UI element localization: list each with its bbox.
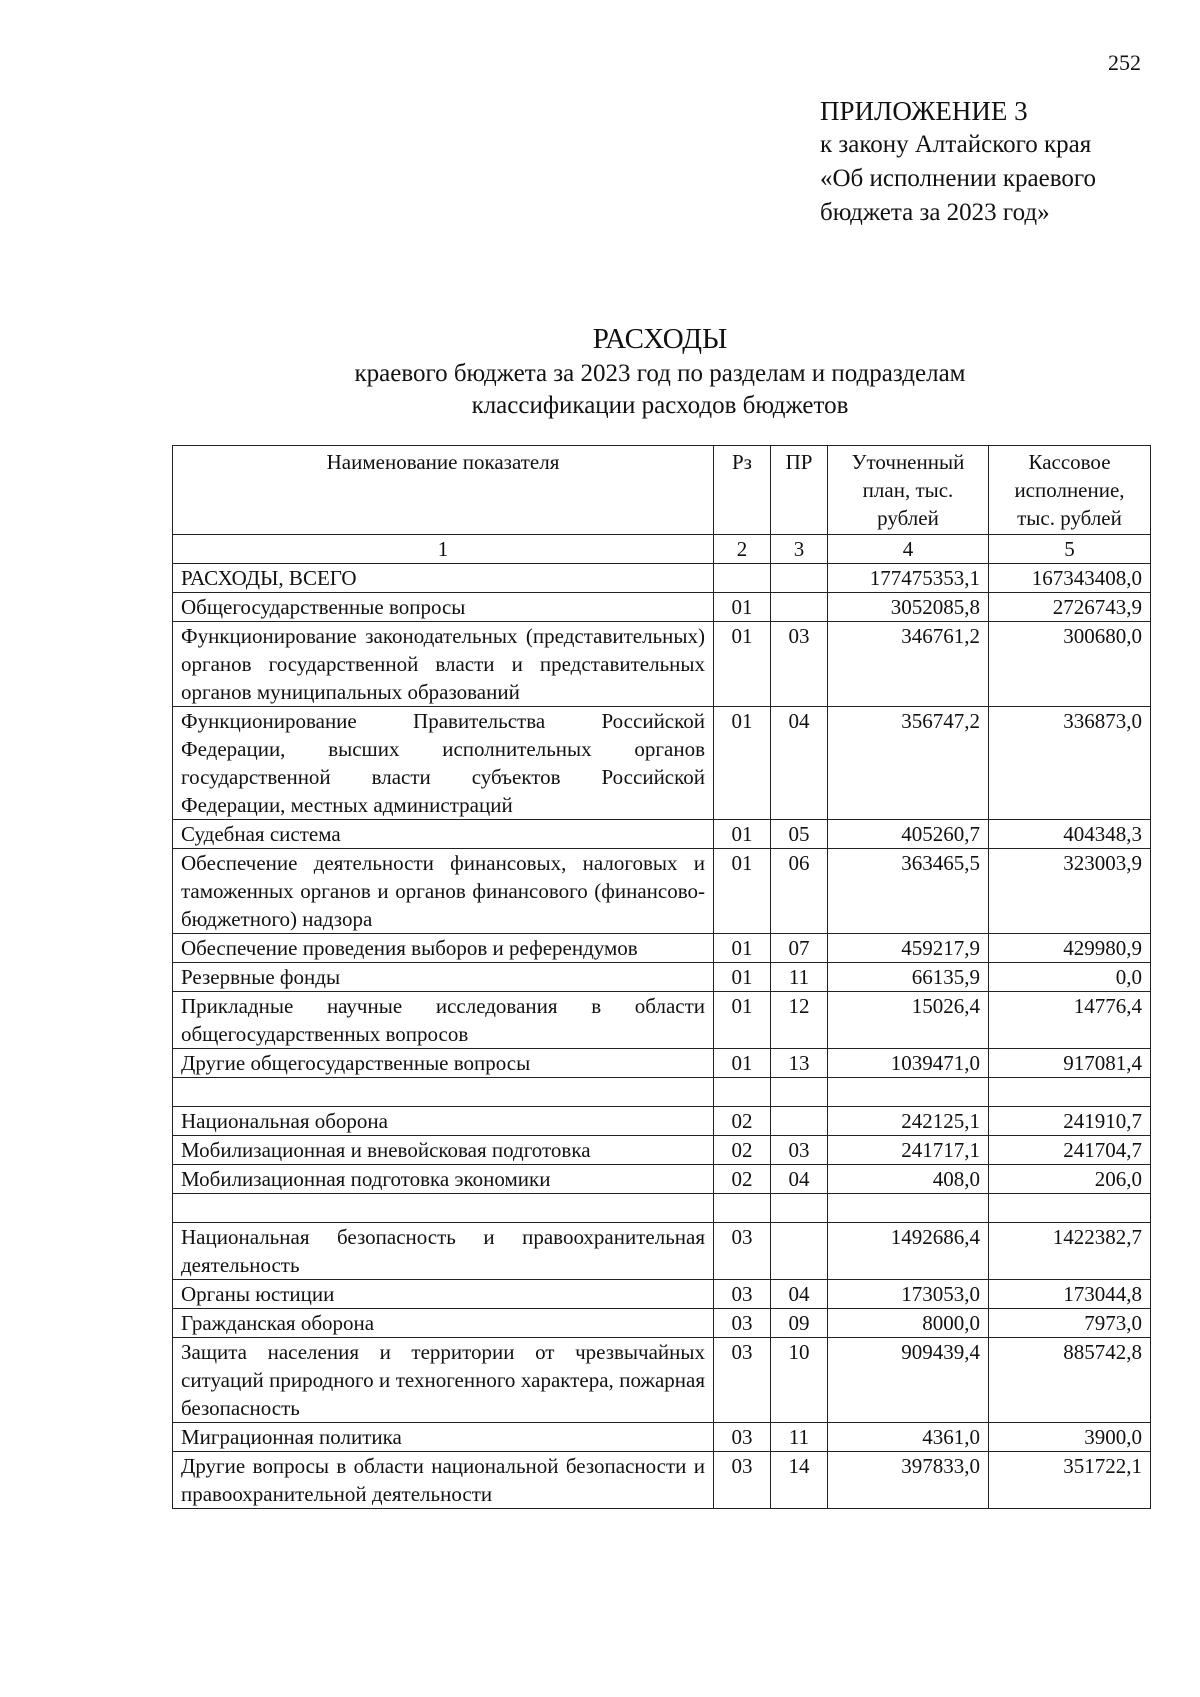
document-title: РАСХОДЫ (592, 323, 728, 355)
cell-plan: 177475353,1 (828, 564, 989, 593)
cell-rz: 01 (714, 622, 771, 707)
cell-plan: 66135,9 (828, 963, 989, 992)
cell-pr: 04 (771, 1280, 828, 1309)
column-index: 2 (714, 535, 771, 564)
cell-rz: 03 (714, 1452, 771, 1509)
table-row (173, 1078, 1151, 1107)
cell-plan (828, 1078, 989, 1107)
cell-exec: 323003,9 (989, 849, 1151, 934)
cell-plan: 242125,1 (828, 1107, 989, 1136)
appendix-line: бюджета за 2023 год» (820, 199, 1050, 226)
cell-name: Общегосударственные вопросы (173, 593, 714, 622)
cell-name: РАСХОДЫ, ВСЕГО (173, 564, 714, 593)
cell-plan: 405260,7 (828, 820, 989, 849)
cell-plan: 3052085,8 (828, 593, 989, 622)
cell-exec: 0,0 (989, 963, 1151, 992)
cell-pr (771, 1194, 828, 1223)
table-row (173, 820, 1151, 849)
cell-pr (771, 1223, 828, 1280)
cell-rz: 01 (714, 707, 771, 820)
column-index: 5 (989, 535, 1151, 564)
table-body (173, 564, 1151, 1509)
header-plan: Уточненный план, тыс. рублей (828, 446, 989, 535)
cell-rz: 01 (714, 992, 771, 1049)
table-row (173, 564, 1151, 593)
column-index-row (173, 535, 1151, 564)
cell-plan: 356747,2 (828, 707, 989, 820)
cell-exec: 336873,0 (989, 707, 1151, 820)
cell-name: Мобилизационная подготовка экономики (173, 1165, 714, 1194)
cell-exec: 167343408,0 (989, 564, 1151, 593)
header-exec: Кассовое исполнение, тыс. рублей (989, 446, 1151, 535)
document-subtitle: классификации расходов бюджетов (471, 392, 849, 419)
table-row (173, 992, 1151, 1049)
cell-name: Другие общегосударственные вопросы (173, 1049, 714, 1078)
cell-name: Функционирование Правительства Российской Федерации, высших исполнительных органов государственной власти субъектов Российской Федерации, местных администраций (173, 707, 714, 820)
table-row (173, 1107, 1151, 1136)
table-row (173, 1423, 1151, 1452)
table-row (173, 849, 1151, 934)
cell-pr (771, 593, 828, 622)
cell-plan: 1492686,4 (828, 1223, 989, 1280)
cell-pr: 04 (771, 1165, 828, 1194)
cell-exec: 14776,4 (989, 992, 1151, 1049)
table-row (173, 1338, 1151, 1423)
cell-exec: 404348,3 (989, 820, 1151, 849)
cell-exec (989, 1078, 1151, 1107)
cell-pr: 12 (771, 992, 828, 1049)
cell-rz: 03 (714, 1280, 771, 1309)
table-row (173, 622, 1151, 707)
expenses-table (172, 445, 1151, 1509)
cell-pr: 07 (771, 934, 828, 963)
cell-exec: 241910,7 (989, 1107, 1151, 1136)
cell-pr (771, 1078, 828, 1107)
column-index: 1 (173, 535, 714, 564)
cell-name: Обеспечение деятельности финансовых, налоговых и таможенных органов и органов финансового (финансово-бюджетного) надзора (173, 849, 714, 934)
cell-exec: 300680,0 (989, 622, 1151, 707)
cell-rz (714, 1194, 771, 1223)
cell-pr: 14 (771, 1452, 828, 1509)
cell-rz: 02 (714, 1165, 771, 1194)
table-row (173, 1309, 1151, 1338)
cell-pr (771, 564, 828, 593)
cell-exec (989, 1194, 1151, 1223)
cell-rz: 03 (714, 1309, 771, 1338)
table-row (173, 1049, 1151, 1078)
cell-name (173, 1194, 714, 1223)
cell-name: Другие вопросы в области национальной безопасности и правоохранительной деятельности (173, 1452, 714, 1509)
cell-name: Функционирование законодательных (представительных) органов государственной власти и представительных органов муниципальных образований (173, 622, 714, 707)
cell-pr: 04 (771, 707, 828, 820)
cell-name: Миграционная политика (173, 1423, 714, 1452)
appendix-line: к закону Алтайского края (820, 131, 1092, 158)
cell-rz (714, 564, 771, 593)
cell-rz: 01 (714, 963, 771, 992)
cell-rz: 03 (714, 1223, 771, 1280)
cell-name: Защита населения и территории от чрезвычайных ситуаций природного и техногенного характера, пожарная безопасность (173, 1338, 714, 1423)
cell-exec: 351722,1 (989, 1452, 1151, 1509)
cell-name (173, 1078, 714, 1107)
cell-exec: 885742,8 (989, 1338, 1151, 1423)
table-row (173, 1136, 1151, 1165)
cell-name: Мобилизационная и вневойсковая подготовка (173, 1136, 714, 1165)
cell-rz: 01 (714, 934, 771, 963)
cell-name: Прикладные научные исследования в области общегосударственных вопросов (173, 992, 714, 1049)
table-row (173, 593, 1151, 622)
table-row (173, 1165, 1151, 1194)
cell-plan: 173053,0 (828, 1280, 989, 1309)
column-index: 3 (771, 535, 828, 564)
cell-plan: 363465,5 (828, 849, 989, 934)
table-row (173, 1223, 1151, 1280)
cell-plan: 1039471,0 (828, 1049, 989, 1078)
cell-exec: 241704,7 (989, 1136, 1151, 1165)
appendix-block (820, 94, 1096, 230)
cell-plan: 909439,4 (828, 1338, 989, 1423)
cell-plan: 408,0 (828, 1165, 989, 1194)
cell-exec: 206,0 (989, 1165, 1151, 1194)
cell-rz: 02 (714, 1136, 771, 1165)
cell-plan: 4361,0 (828, 1423, 989, 1452)
cell-pr: 03 (771, 1136, 828, 1165)
cell-plan: 459217,9 (828, 934, 989, 963)
header-rz: Рз (714, 446, 771, 535)
cell-rz: 03 (714, 1338, 771, 1423)
cell-name: Резервные фонды (173, 963, 714, 992)
cell-name: Гражданская оборона (173, 1309, 714, 1338)
cell-rz: 02 (714, 1107, 771, 1136)
page-number: 252 (1108, 50, 1141, 75)
header-name: Наименование показателя (173, 446, 714, 535)
cell-pr: 06 (771, 849, 828, 934)
cell-rz (714, 1078, 771, 1107)
cell-plan: 346761,2 (828, 622, 989, 707)
cell-plan: 15026,4 (828, 992, 989, 1049)
cell-name: Органы юстиции (173, 1280, 714, 1309)
cell-exec: 173044,8 (989, 1280, 1151, 1309)
cell-exec: 1422382,7 (989, 1223, 1151, 1280)
cell-rz: 01 (714, 849, 771, 934)
table-row (173, 1452, 1151, 1509)
cell-rz: 03 (714, 1423, 771, 1452)
cell-rz: 01 (714, 820, 771, 849)
table-row (173, 963, 1151, 992)
cell-name: Национальная безопасность и правоохранительная деятельность (173, 1223, 714, 1280)
cell-plan: 8000,0 (828, 1309, 989, 1338)
cell-pr: 05 (771, 820, 828, 849)
appendix-title: ПРИЛОЖЕНИЕ 3 (820, 96, 1028, 126)
cell-exec: 429980,9 (989, 934, 1151, 963)
cell-rz: 01 (714, 1049, 771, 1078)
cell-name: Судебная система (173, 820, 714, 849)
document-heading (170, 320, 1150, 422)
table-row (173, 707, 1151, 820)
cell-pr: 10 (771, 1338, 828, 1423)
appendix-line: «Об исполнении краевого (820, 165, 1096, 192)
cell-name: Обеспечение проведения выборов и референдумов (173, 934, 714, 963)
cell-pr: 11 (771, 963, 828, 992)
table-row (173, 1194, 1151, 1223)
header-pr: ПР (771, 446, 828, 535)
cell-pr: 13 (771, 1049, 828, 1078)
cell-pr: 09 (771, 1309, 828, 1338)
cell-exec: 2726743,9 (989, 593, 1151, 622)
cell-exec: 917081,4 (989, 1049, 1151, 1078)
cell-pr: 11 (771, 1423, 828, 1452)
cell-exec: 7973,0 (989, 1309, 1151, 1338)
cell-pr (771, 1107, 828, 1136)
table-row (173, 934, 1151, 963)
cell-name: Национальная оборона (173, 1107, 714, 1136)
column-index: 4 (828, 535, 989, 564)
table-header-row (173, 446, 1151, 535)
cell-plan: 241717,1 (828, 1136, 989, 1165)
cell-pr: 03 (771, 622, 828, 707)
cell-plan: 397833,0 (828, 1452, 989, 1509)
document-subtitle: краевого бюджета за 2023 год по разделам и подразделам (354, 360, 966, 387)
cell-plan (828, 1194, 989, 1223)
table-row (173, 1280, 1151, 1309)
cell-rz: 01 (714, 593, 771, 622)
cell-exec: 3900,0 (989, 1423, 1151, 1452)
